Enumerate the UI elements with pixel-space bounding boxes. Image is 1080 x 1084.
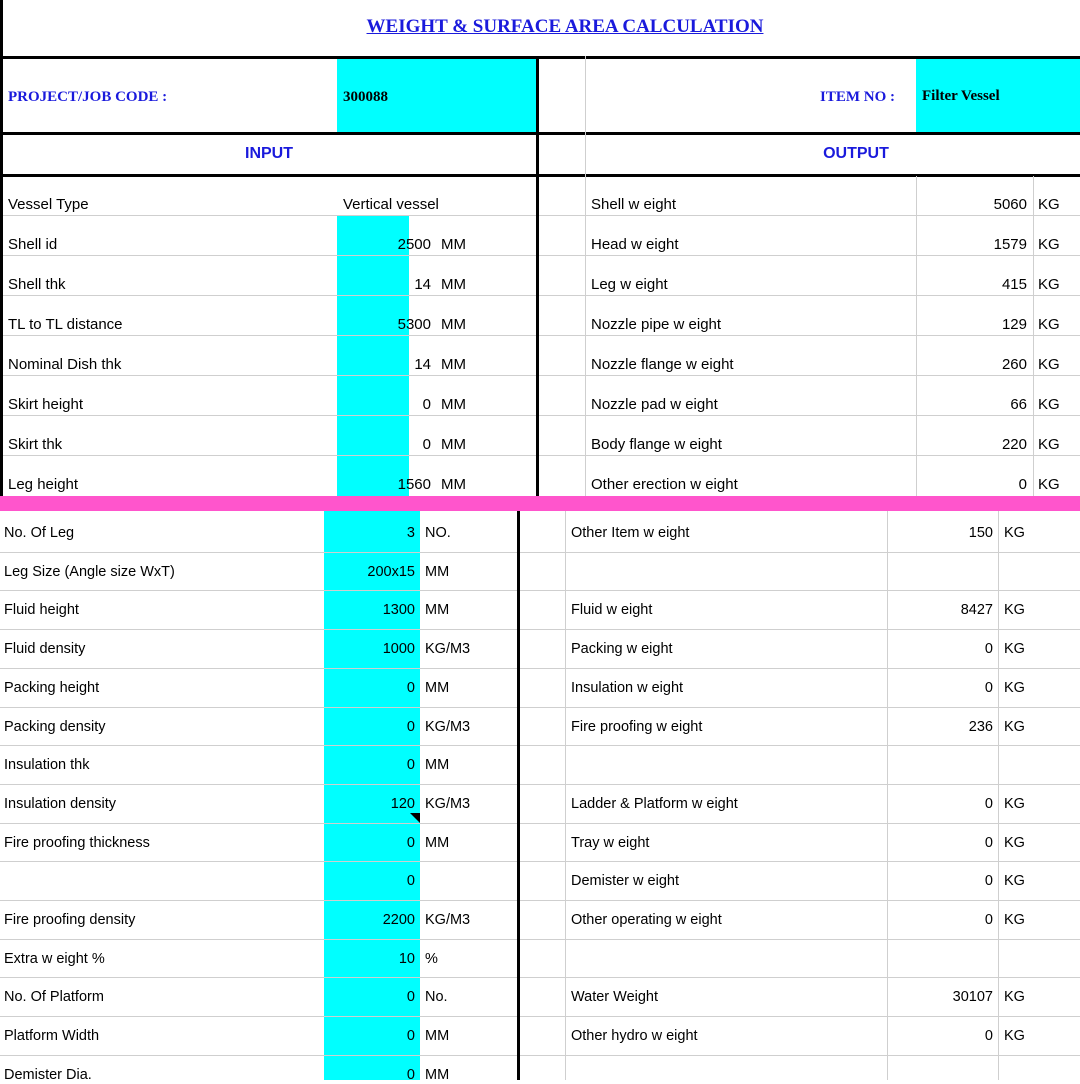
row-gridline	[520, 629, 1080, 630]
output-label: Body flange w eight	[591, 436, 722, 453]
row-gridline	[520, 784, 1080, 785]
output-unit: KG	[1004, 525, 1025, 541]
row-gridline	[3, 295, 536, 296]
output-label: Nozzle pad w eight	[591, 396, 718, 413]
input-label: Shell thk	[8, 276, 66, 293]
row-gridline	[3, 455, 536, 456]
output-label: Other erection w eight	[591, 476, 738, 493]
input-label: Fire proofing thickness	[4, 835, 150, 851]
input-value[interactable]: 0	[406, 873, 415, 889]
input-header: INPUT	[245, 145, 293, 162]
row-gridline	[3, 255, 536, 256]
input-unit: MM	[425, 835, 450, 851]
output-value: 236	[968, 719, 993, 735]
input-unit: NO.	[425, 525, 451, 541]
row-gridline	[0, 823, 517, 824]
item-no-value: Filter Vessel	[922, 88, 1000, 104]
output-label: Insulation w eight	[571, 680, 684, 696]
project-code-label: PROJECT/JOB CODE :	[8, 89, 168, 105]
input-value[interactable]: 0	[406, 835, 415, 851]
output-label: Shell w eight	[591, 196, 677, 213]
output-value: 5060	[993, 196, 1027, 213]
input-unit: MM	[425, 602, 450, 618]
project-code-value: 300088	[343, 89, 388, 105]
row-gridline	[0, 629, 517, 630]
row-gridline	[0, 784, 517, 785]
row-gridline	[520, 1016, 1080, 1017]
output-unit: KG	[1004, 641, 1025, 657]
row-gridline	[0, 1055, 517, 1056]
input-label: Packing height	[4, 680, 100, 696]
output-label: Nozzle flange w eight	[591, 356, 734, 373]
input-value[interactable]: 0	[406, 1067, 415, 1083]
row-gridline	[0, 707, 517, 708]
input-unit: MM	[441, 436, 466, 453]
row-gridline	[0, 977, 517, 978]
output-label: Packing w eight	[571, 641, 673, 657]
header-row-bottom-border	[0, 174, 1080, 177]
row-gridline	[520, 977, 1080, 978]
input-value[interactable]: 1000	[382, 641, 415, 657]
top-output-unit-line	[1033, 176, 1034, 497]
row-gridline	[520, 1055, 1080, 1056]
input-value[interactable]: 0	[422, 396, 431, 413]
output-label: Demister w eight	[571, 873, 679, 889]
input-unit: KG/M3	[425, 719, 471, 735]
input-unit: MM	[441, 476, 466, 493]
input-unit: MM	[441, 316, 466, 333]
row-gridline	[0, 590, 517, 591]
output-label: Other Item w eight	[571, 525, 690, 541]
project-row-bottom-border	[0, 132, 1080, 135]
input-unit: MM	[425, 564, 450, 580]
output-unit: KG	[1038, 276, 1060, 293]
row-gridline	[0, 668, 517, 669]
output-value: 30107	[952, 989, 993, 1005]
input-value[interactable]: 0	[406, 757, 415, 773]
output-value: 66	[1010, 396, 1027, 413]
input-value[interactable]: 14	[414, 356, 431, 373]
output-value: 0	[984, 835, 993, 851]
row-gridline	[3, 335, 536, 336]
output-value: 0	[984, 912, 993, 928]
row-gridline	[539, 255, 1080, 256]
input-unit: %	[425, 951, 438, 967]
input-value[interactable]: 120	[390, 796, 415, 812]
input-value[interactable]: 14	[414, 276, 431, 293]
input-label: No. Of Leg	[4, 525, 75, 541]
input-unit: KG/M3	[425, 641, 471, 657]
input-label: Nominal Dish thk	[8, 356, 122, 373]
input-value[interactable]: 2200	[382, 912, 415, 928]
output-label: Nozzle pipe w eight	[591, 316, 722, 333]
row-gridline	[520, 590, 1080, 591]
output-unit: KG	[1004, 1028, 1025, 1044]
input-label: Fluid density	[4, 641, 86, 657]
input-label: Fire proofing density	[4, 912, 136, 928]
item-no-label: ITEM NO :	[820, 89, 895, 105]
input-value[interactable]: 0	[406, 680, 415, 696]
input-unit: MM	[425, 1067, 450, 1083]
bottom-output-unit-line	[998, 511, 999, 1080]
input-label: Insulation density	[4, 796, 117, 812]
output-unit: KG	[1004, 912, 1025, 928]
output-value: 220	[1001, 436, 1027, 453]
output-unit: KG	[1004, 873, 1025, 889]
sheet-left-border	[0, 0, 3, 497]
row-gridline	[539, 375, 1080, 376]
input-unit: MM	[441, 396, 466, 413]
input-value[interactable]: 0	[406, 1028, 415, 1044]
output-value: 0	[984, 641, 993, 657]
input-unit: MM	[425, 1028, 450, 1044]
output-unit: KG	[1004, 719, 1025, 735]
row-gridline	[520, 707, 1080, 708]
input-label: Vessel Type	[8, 196, 89, 213]
input-label: No. Of Platform	[4, 989, 104, 1005]
row-gridline	[520, 552, 1080, 553]
input-value[interactable]: 10	[398, 951, 415, 967]
cell-comment-marker-icon	[410, 813, 420, 823]
input-label: Fluid height	[4, 602, 79, 618]
input-value[interactable]: Vertical vessel	[343, 196, 439, 213]
input-value[interactable]: 1300	[382, 602, 415, 618]
row-gridline	[3, 215, 536, 216]
row-gridline	[3, 415, 536, 416]
input-label: Leg height	[8, 476, 79, 493]
bottom-gap-line	[565, 511, 566, 1080]
output-label: Other operating w eight	[571, 912, 722, 928]
input-value[interactable]: 2500	[397, 236, 431, 253]
output-value: 0	[984, 1028, 993, 1044]
input-unit: KG/M3	[425, 912, 471, 928]
input-value[interactable]: 1560	[397, 476, 431, 493]
output-header: OUTPUT	[823, 145, 889, 162]
row-gridline	[539, 295, 1080, 296]
output-value: 260	[1001, 356, 1027, 373]
input-unit: MM	[441, 236, 466, 253]
output-unit: KG	[1038, 476, 1060, 493]
row-gridline	[520, 745, 1080, 746]
output-value: 0	[984, 873, 993, 889]
row-gridline	[0, 1016, 517, 1017]
page-title: WEIGHT & SURFACE AREA CALCULATION	[366, 16, 764, 37]
output-label: Other hydro w eight	[571, 1028, 698, 1044]
input-label: Extra w eight %	[4, 951, 105, 967]
input-label: Skirt height	[8, 396, 84, 413]
row-gridline	[520, 900, 1080, 901]
output-unit: KG	[1038, 316, 1060, 333]
row-gridline	[539, 215, 1080, 216]
output-value: 0	[984, 680, 993, 696]
input-value[interactable]: 0	[422, 436, 431, 453]
output-value: 0	[984, 796, 993, 812]
output-unit: KG	[1038, 236, 1060, 253]
top-gap-line	[585, 56, 586, 497]
row-gridline	[520, 939, 1080, 940]
output-unit: KG	[1004, 602, 1025, 618]
output-value: 129	[1001, 316, 1027, 333]
row-gridline	[520, 861, 1080, 862]
output-unit: KG	[1038, 396, 1060, 413]
input-label: Leg Size (Angle size WxT)	[4, 564, 175, 580]
input-unit: KG/M3	[425, 796, 471, 812]
output-value: 0	[1018, 476, 1027, 493]
input-label: Insulation thk	[4, 757, 90, 773]
output-label: Fire proofing w eight	[571, 719, 703, 735]
output-label: Leg w eight	[591, 276, 668, 293]
input-label: Platform Width	[4, 1028, 100, 1044]
output-label: Tray w eight	[571, 835, 650, 851]
output-value: 150	[968, 525, 993, 541]
output-unit: KG	[1038, 356, 1060, 373]
input-value[interactable]: 0	[406, 719, 415, 735]
top-center-divider	[536, 56, 539, 497]
bottom-center-divider	[517, 511, 520, 1080]
row-gridline	[0, 939, 517, 940]
output-label: Fluid w eight	[571, 602, 653, 618]
row-gridline	[0, 745, 517, 746]
output-label: Water Weight	[571, 989, 659, 1005]
input-value[interactable]: 0	[406, 989, 415, 1005]
row-gridline	[0, 552, 517, 553]
output-unit: KG	[1004, 989, 1025, 1005]
row-gridline	[539, 335, 1080, 336]
input-unit: MM	[425, 757, 450, 773]
row-gridline	[0, 900, 517, 901]
row-gridline	[520, 668, 1080, 669]
output-label: Ladder & Platform w eight	[571, 796, 738, 812]
row-gridline	[539, 415, 1080, 416]
output-unit: KG	[1004, 796, 1025, 812]
output-unit: KG	[1004, 835, 1025, 851]
input-label: Packing density	[4, 719, 106, 735]
output-value: 415	[1001, 276, 1027, 293]
section-divider	[0, 496, 1080, 511]
input-unit: MM	[441, 356, 466, 373]
row-gridline	[539, 455, 1080, 456]
output-value: 1579	[993, 236, 1027, 253]
output-unit: KG	[1038, 196, 1060, 213]
input-unit: MM	[425, 680, 450, 696]
input-label: Demister Dia.	[4, 1067, 92, 1083]
input-label: Skirt thk	[8, 436, 63, 453]
input-value[interactable]: 200x15	[367, 564, 415, 580]
row-gridline	[520, 823, 1080, 824]
row-gridline	[0, 861, 517, 862]
output-unit: KG	[1004, 680, 1025, 696]
input-unit: No.	[425, 989, 448, 1005]
input-label: Shell id	[8, 236, 58, 253]
output-value: 8427	[960, 602, 993, 618]
output-unit: KG	[1038, 436, 1060, 453]
row-gridline	[3, 375, 536, 376]
input-unit: MM	[441, 276, 466, 293]
input-value[interactable]: 5300	[397, 316, 431, 333]
output-label: Head w eight	[591, 236, 679, 253]
input-value[interactable]: 3	[406, 525, 415, 541]
input-label: TL to TL distance	[8, 316, 123, 333]
